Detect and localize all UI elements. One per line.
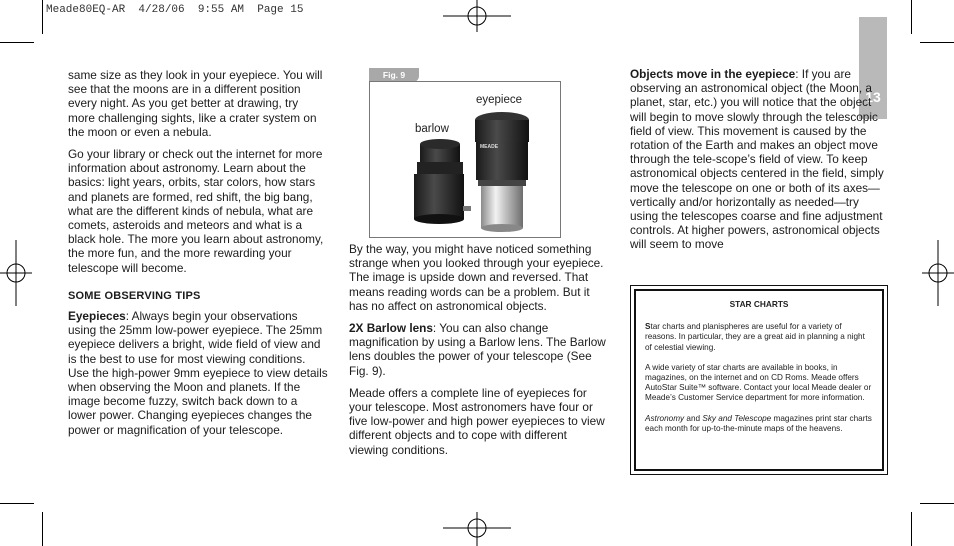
magazine-sky-and-telescope: Sky and Telescope <box>702 413 772 423</box>
sidebar-paragraph-3 <box>645 414 873 434</box>
sidebar-p1-text: tar charts and planispheres are useful for a variety of reasons. In particular, they are a great aid in planning a night of celestial viewing. <box>645 322 865 352</box>
eyepiece-brand: MEADE <box>480 144 499 150</box>
left-column <box>68 68 328 445</box>
objects-term: Objects move in the eyepiece <box>630 67 796 81</box>
sidebar-paragraph-2: A wide variety of star charts are available in books, in magazines, on the internet and on CD Roms. Meade offers AutoStar Suite™ software. Contact your local Meade dealer or Meade’s Customer Service department for more information. <box>645 362 872 403</box>
barlow-paragraph <box>349 321 607 378</box>
left-paragraph-1: same size as they look in your eyepiece. You will see that the moons are in a different position every night. As you get better at drawing, try more challenging sights, like a crater system on the moon or even a nebula. <box>68 68 323 139</box>
objects-text: : If you are observing an astronomical object (the Moon, a planet, star, etc.) you will notice that the object will begin to move slowly through the telescopic field of view. This movement is caused by the rotation of the Earth and makes an object move through the tele-scope’s field of view. To keep astronomical objects centered in the field, simply move the telescope on one or both of its axes—vertically and/or horizontally as needed—try using the telescopes coarse and fine adjustment controls. At higher powers, astronomical objects will seem to move <box>630 67 884 252</box>
sidebar-paragraph-1 <box>645 322 873 353</box>
objects-paragraph <box>630 67 884 252</box>
figure-box <box>369 81 561 238</box>
right-column <box>630 67 884 260</box>
middle-column <box>349 242 607 465</box>
eyepieces-paragraph <box>68 309 328 437</box>
section-heading: SOME OBSERVING TIPS <box>68 289 201 302</box>
star-charts-sidebar <box>630 285 888 475</box>
barlow-lens <box>414 139 471 224</box>
eyepiece-label: eyepiece <box>476 94 523 106</box>
barlow-term: 2X Barlow lens <box>349 321 433 336</box>
figure-label: Fig. 9 <box>369 68 419 82</box>
eyepieces-term: Eyepieces <box>68 309 126 324</box>
barlow-label: barlow <box>415 123 449 135</box>
sidebar-p3-and: and <box>684 413 703 423</box>
middle-paragraph-3: Meade offers a complete line of eyepieces for your telescope. Most astronomers have four or five low-power and high power eyepieces to view different objects and to cope with different viewing conditions. <box>349 385 605 457</box>
sidebar-dropcap: S <box>645 322 651 332</box>
middle-paragraph-1: By the way, you might have noticed something strange when you looked through your eyepiece. The image is upside down and reversed. That means reading words can be a problem. But it has no affect on astronomical objects. <box>349 242 604 313</box>
left-paragraph-2: Go your library or check out the internet for more information about astronomy. Learn about the basics: light years, orbits, star colors, how stars and planets are formed, red shift, the big bang, what are the different kinds of nebula, what are comets, asteroids and meteors and what is a black hole. The more you learn about astronomy, the more fun, and the more rewarding your telescope will become. <box>68 147 324 275</box>
barlow-eyepiece-photo <box>370 82 560 237</box>
barlow-text: : You can also change magnification by using a Barlow lens. The Barlow lens doubles the power of your telescope (See Fig. 9). <box>349 321 606 378</box>
page-number: 13 <box>865 89 881 105</box>
eyepieces-text: : Always begin your observations using the 25mm low-power eyepiece. The 25mm eyepiece delivers a bright, wide field of view and is the best to use for most viewing conditions. Use the high-power 9mm eyepiece to view details when observing the Moon and planets. If the image become fuzzy, switch back down to a lower power. Changing eyepieces changes the power or magnification of your telescope. <box>68 309 328 437</box>
magazine-astronomy: Astronomy <box>645 413 685 423</box>
sidebar-p3-text: magazines print star charts each month for up-to-the-minute maps of the heavens. <box>645 413 872 433</box>
sidebar-title: STAR CHARTS <box>729 299 789 309</box>
eyepiece <box>475 112 529 232</box>
print-slug: Meade80EQ-AR 4/28/06 9:55 AM Page 15 <box>46 4 304 16</box>
